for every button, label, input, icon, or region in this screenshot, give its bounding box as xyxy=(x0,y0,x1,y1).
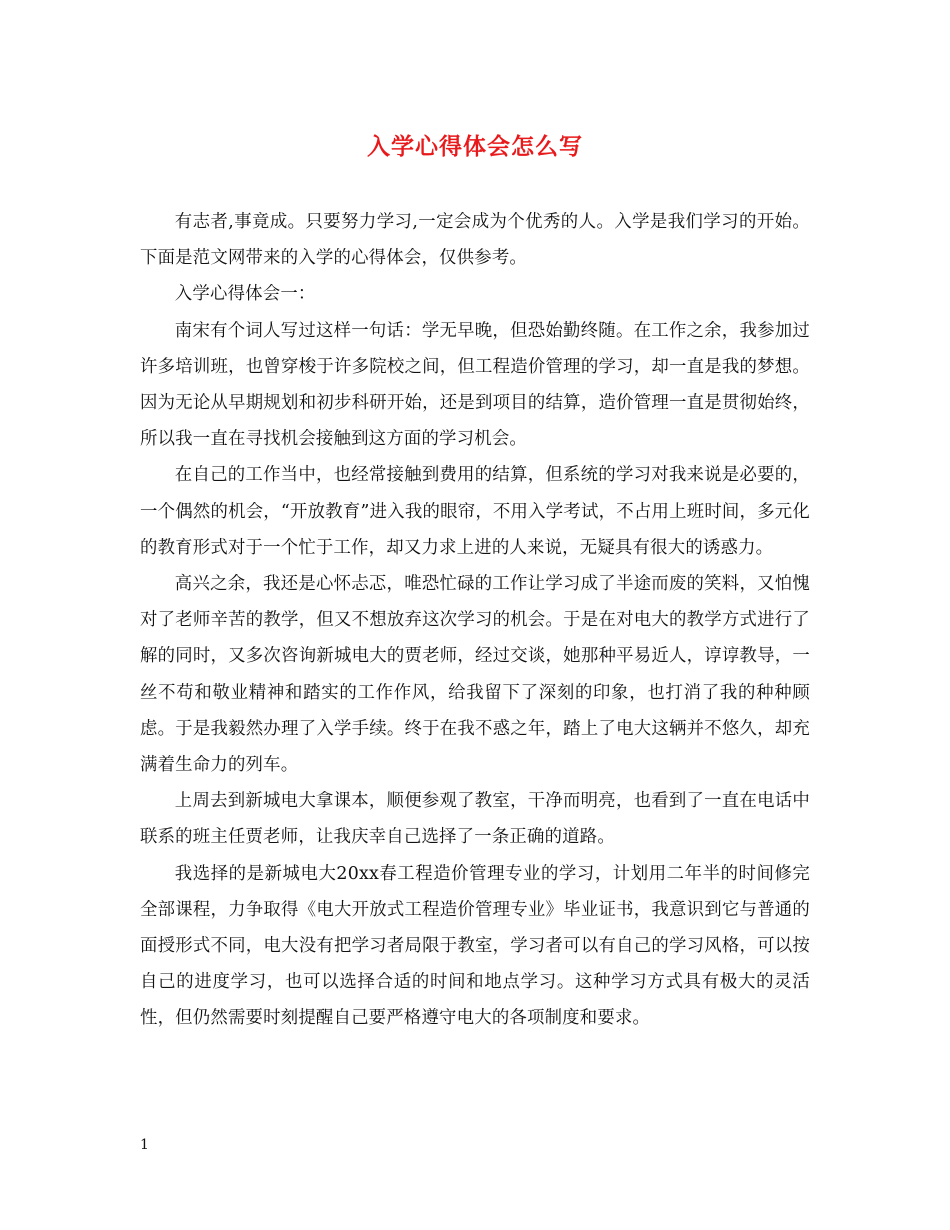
body-paragraph: 南宋有个词人写过这样一句话：学无早晚，但恐始勤终随。在工作之余，我参加过许多培训班，也曾穿梭于许多院校之间，但工程造价管理的学习，却一直是我的梦想。因为无论从早期规划和初步科研开始，还是到项目的结算，造价管理一直是贯彻始终，所以我一直在寻找机会接触到这方面的学习机会。 xyxy=(140,320,810,450)
document-title: 入学心得体会怎么写 xyxy=(367,133,583,160)
section-heading: 入学心得体会一： xyxy=(174,284,316,305)
document-body xyxy=(140,204,810,1037)
intro-paragraph: 有志者,事竟成。只要努力学习,一定会成为个优秀的人。入学是我们学习的开始。下面是范文网带来的入学的心得体会，仅供参考。 xyxy=(140,212,810,269)
page-number: 1 xyxy=(140,1137,149,1153)
body-paragraph: 在自己的工作当中，也经常接触到费用的结算，但系统的学习对我来说是必要的，一个偶然的机会，“开放教育”进入我的眼帘，不用入学考试，不占用上班时间，多元化的教育形式对于一个忙于工作，却又力求上进的人来说，无疑具有很大的诱惑力。 xyxy=(140,465,810,558)
body-paragraph: 上周去到新城电大拿课本，顺便参观了教室，干净而明亮，也看到了一直在电话中联系的班主任贾老师，让我庆幸自己选择了一条正确的道路。 xyxy=(140,791,810,848)
body-paragraph: 高兴之余，我还是心怀忐忑，唯恐忙碌的工作让学习成了半途而废的笑料，又怕愧对了老师辛苦的教学，但又不想放弃这次学习的机会。于是在对电大的教学方式进行了解的同时，又多次咨询新城电大的贾老师，经过交谈，她那种平易近人，谆谆教导，一丝不苟和敬业精神和踏实的工作作风，给我留下了深刻的印象，也打消了我的种种顾虑。于是我毅然办理了入学手续。终于在我不惑之年，踏上了电大这辆并不悠久，却充满着生命力的列车。 xyxy=(140,574,810,776)
body-paragraph: 我选择的是新城电大20xx春工程造价管理专业的学习，计划用二年半的时间修完全部课程，力争取得《电大开放式工程造价管理专业》毕业证书，我意识到它与普通的面授形式不同，电大没有把学习者局限于教室，学习者可以有自己的学习风格，可以按自己的进度学习，也可以选择合适的时间和地点学习。这种学习方式具有极大的灵活性，但仍然需要时刻提醒自己要严格遵守电大的各项制度和要求。 xyxy=(140,863,810,1029)
